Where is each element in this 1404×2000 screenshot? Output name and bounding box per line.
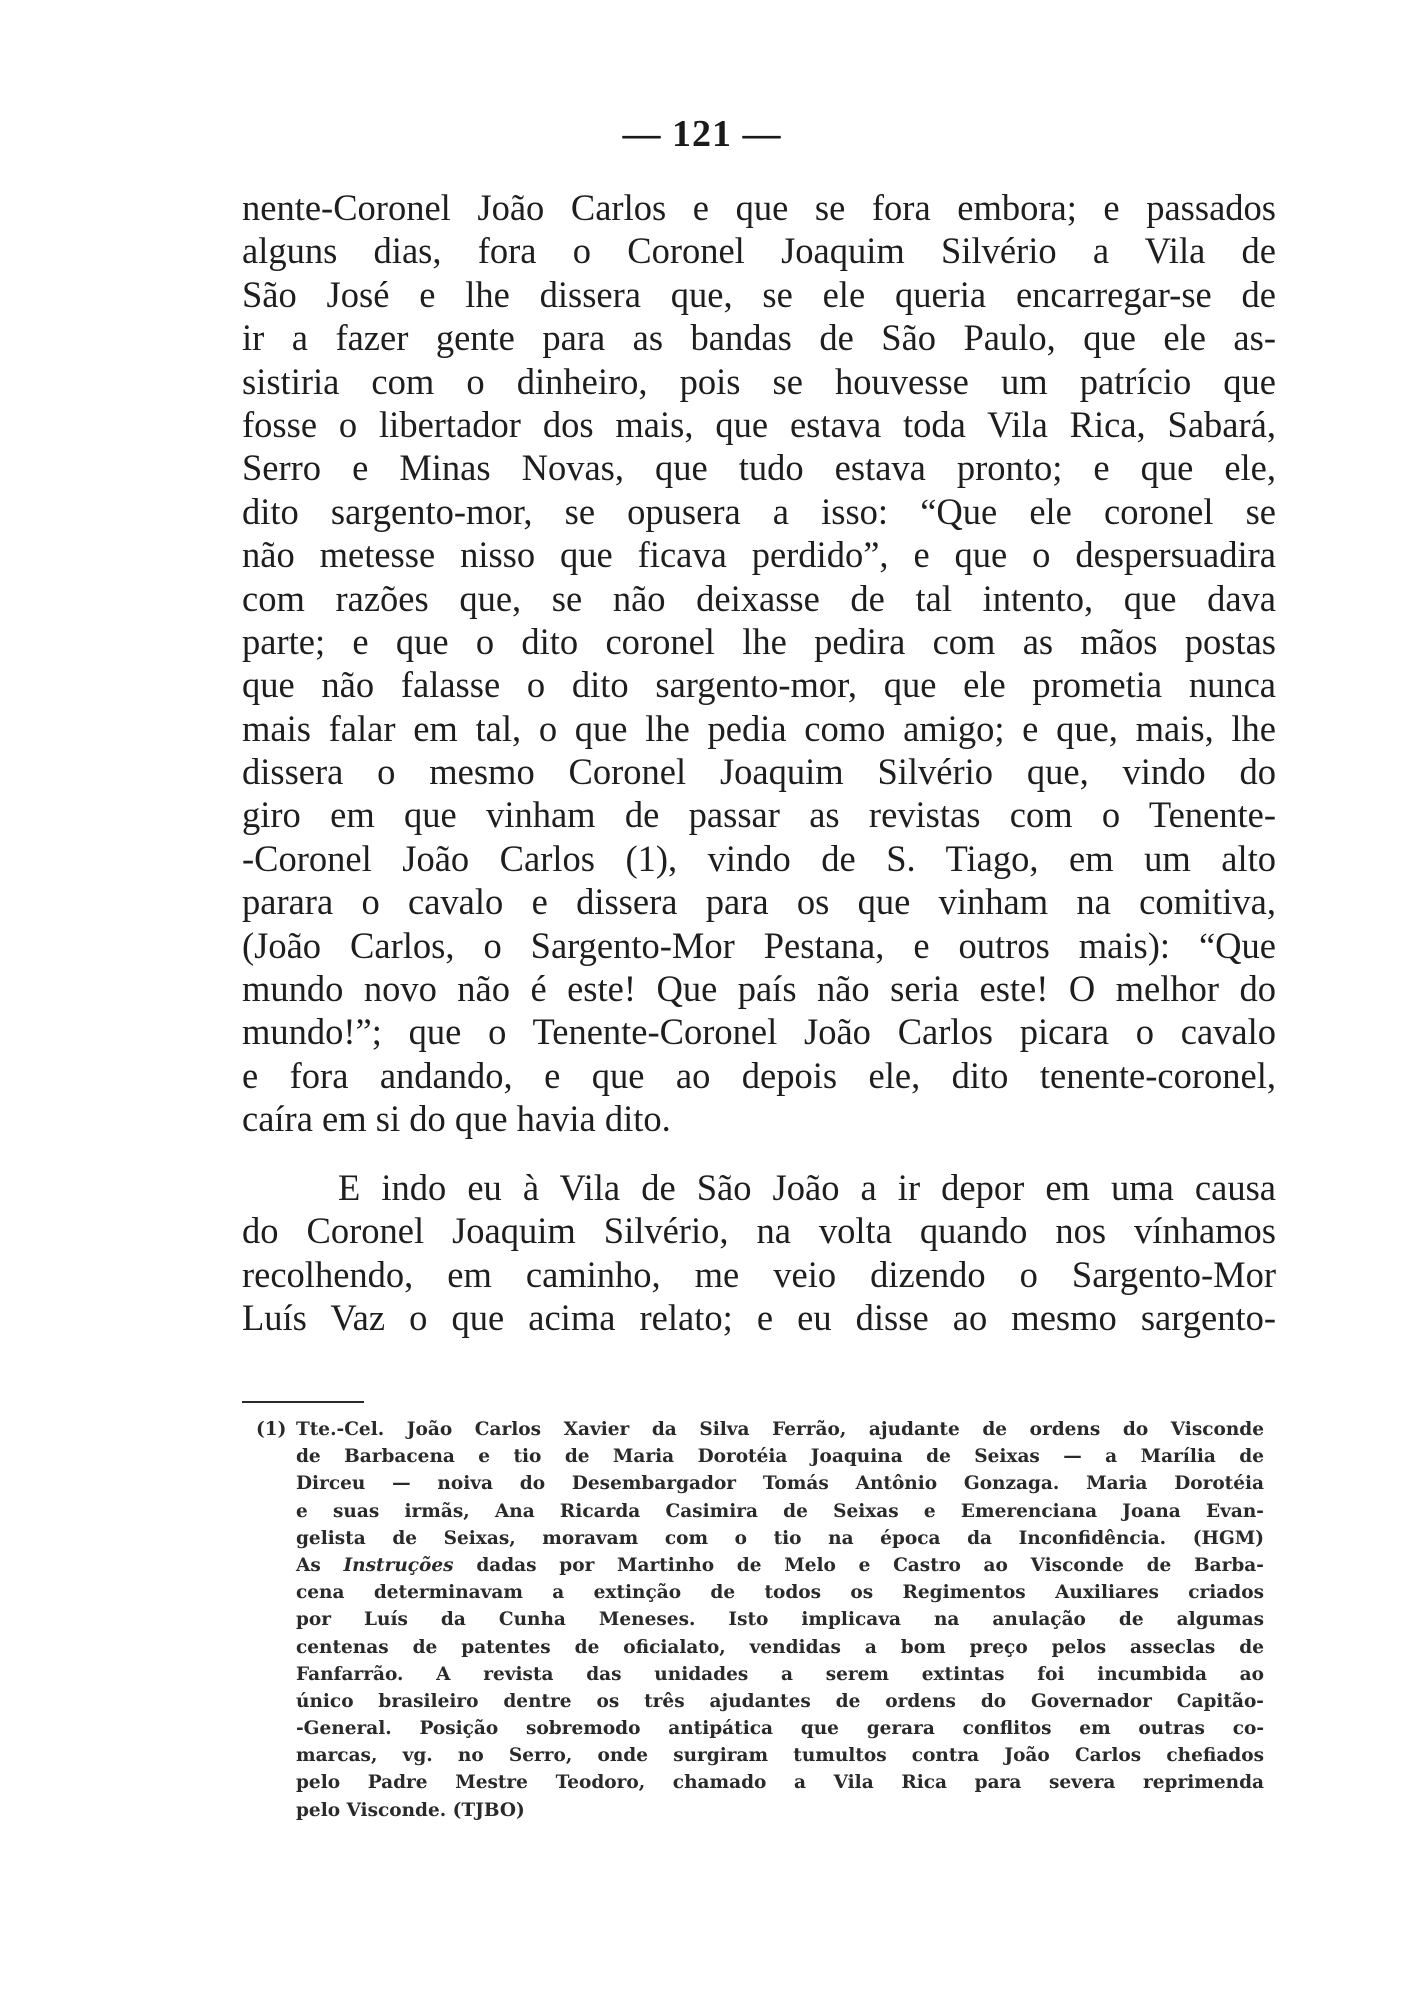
footnote-line bbox=[256, 1416, 1264, 1443]
text-line: alguns dias, fora o Coronel Joaquim Silvério a Vila de bbox=[242, 230, 1276, 272]
footnote-line: marcas, vg. no Serro, onde surgiram tumultos contra João Carlos chefiados bbox=[296, 1745, 1264, 1767]
text-line: não metesse nisso que ficava perdido”, e que o despersuadira bbox=[242, 534, 1276, 576]
footnote-line: gelista de Seixas, moravam com o tio na época da Inconfidência. (HGM) bbox=[296, 1527, 1264, 1549]
footnote-line: pelo Visconde. (TJBO) bbox=[296, 1799, 525, 1821]
footnote-line: e suas irmãs, Ana Ricarda Casimira de Seixas e Emerenciana Joana Evan- bbox=[296, 1500, 1264, 1522]
footnote-line: -General. Posição sobremodo antipática que gerara conflitos em outras co- bbox=[296, 1718, 1264, 1740]
text-line: fosse o libertador dos mais, que estava toda Vila Rica, Sabará, bbox=[242, 403, 1276, 445]
text-line: sistiria com o dinheiro, pois se houvesse um patrício que bbox=[242, 360, 1276, 402]
page-number: — 121 — bbox=[622, 113, 782, 155]
footnote-line-prefix: As bbox=[296, 1554, 321, 1576]
text-line: parara o cavalo e dissera para os que vinham na comitiva, bbox=[242, 881, 1276, 923]
text-line: Luís Vaz o que acima relato; e eu disse ao mesmo sargento- bbox=[242, 1297, 1276, 1339]
text-line: (João Carlos, o Sargento-Mor Pestana, e outros mais): “Que bbox=[242, 924, 1276, 966]
footnote bbox=[256, 1416, 1264, 1824]
text-line: que não falasse o dito sargento-mor, que ele prometia nunca bbox=[242, 664, 1276, 706]
footnote-divider bbox=[242, 1401, 364, 1403]
text-line: e fora andando, e que ao depois ele, dito tenente-coronel, bbox=[242, 1054, 1276, 1096]
text-line: mundo novo não é este! Que país não seria este! O melhor do bbox=[242, 968, 1276, 1010]
text-line: mundo!”; que o Tenente-Coronel João Carlos picara o cavalo bbox=[242, 1011, 1276, 1053]
body-paragraph-1 bbox=[242, 186, 1276, 1141]
text-line: caíra em si do que havia dito. bbox=[242, 1098, 671, 1140]
footnote-line: Fanfarrão. A revista das unidades a serem extintas foi incumbida ao bbox=[296, 1663, 1264, 1685]
footnote-line: cena determinavam a extinção de todos os Regimentos Auxiliares criados bbox=[296, 1582, 1264, 1604]
text-line: São José e lhe dissera que, se ele queria encarregar-se de bbox=[242, 273, 1276, 315]
footnote-line: por Luís da Cunha Meneses. Isto implicava na anulação de algumas bbox=[296, 1609, 1264, 1631]
text-line: nente-Coronel João Carlos e que se fora embora; e passados bbox=[242, 187, 1276, 228]
footnote-line-text: Tte.-Cel. João Carlos Xavier da Silva Ferrão, ajudante de ordens do Visconde bbox=[296, 1419, 1264, 1440]
text-line: dito sargento-mor, se opusera a isso: “Que ele coronel se bbox=[242, 490, 1276, 532]
text-line: E indo eu à Vila de São João a ir depor em uma causa bbox=[338, 1167, 1276, 1208]
text-line: -Coronel João Carlos (1), vindo de S. Tiago, em um alto bbox=[242, 837, 1276, 879]
text-line: dissera o mesmo Coronel Joaquim Silvério que, vindo do bbox=[242, 751, 1276, 793]
footnote-line bbox=[256, 1552, 1264, 1579]
footnote-line-text: dadas por Martinho de Melo e Castro ao Visconde de Barba- bbox=[476, 1554, 1264, 1576]
footnote-line: único brasileiro dentre os três ajudantes de ordens do Governador Capitão- bbox=[296, 1690, 1264, 1712]
footnote-italic-title: Instruções bbox=[343, 1554, 454, 1576]
text-line: mais falar em tal, o que lhe pedia como amigo; e que, mais, lhe bbox=[242, 707, 1276, 749]
body-paragraph-2 bbox=[242, 1166, 1276, 1340]
text-line: parte; e que o dito coronel lhe pedira com as mãos postas bbox=[242, 620, 1276, 662]
text-line: recolhendo, em caminho, me veio dizendo o Sargento-Mor bbox=[242, 1253, 1276, 1295]
footnote-line: pelo Padre Mestre Teodoro, chamado a Vila Rica para severa reprimenda bbox=[296, 1772, 1264, 1794]
footnote-line: Dirceu — noiva do Desembargador Tomás Antônio Gonzaga. Maria Dorotéia bbox=[296, 1473, 1264, 1495]
text-line: ir a fazer gente para as bandas de São Paulo, que ele as- bbox=[242, 317, 1276, 359]
footnote-mark: (1) bbox=[256, 1419, 287, 1440]
text-line: Serro e Minas Novas, que tudo estava pronto; e que ele, bbox=[242, 447, 1276, 489]
footnote-line: centenas de patentes de oficialato, vendidas a bom preço pelos asseclas de bbox=[296, 1636, 1264, 1658]
text-line: com razões que, se não deixasse de tal intento, que dava bbox=[242, 577, 1276, 619]
text-line: giro em que vinham de passar as revistas com o Tenente- bbox=[242, 794, 1276, 836]
text-line: do Coronel Joaquim Silvério, na volta quando nos vínhamos bbox=[242, 1210, 1276, 1252]
footnote-line: de Barbacena e tio de Maria Dorotéia Joaquina de Seixas — a Marília de bbox=[296, 1446, 1264, 1468]
